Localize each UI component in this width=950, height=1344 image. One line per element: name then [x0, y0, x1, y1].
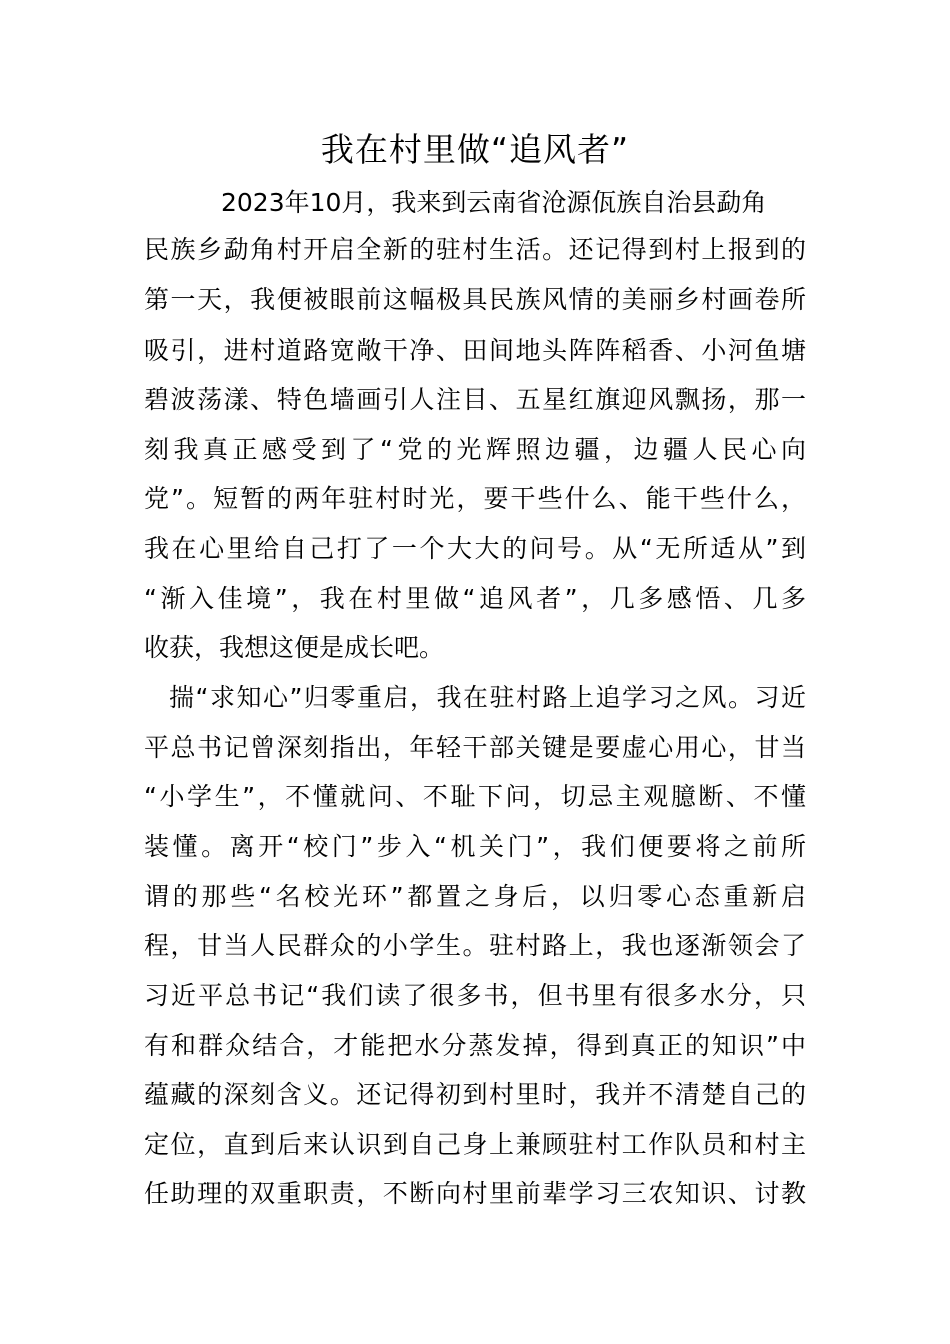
paragraph-line: 蕴藏的深刻含义。还记得初到村里时，我并不清楚自己的	[144, 1080, 806, 1109]
paragraph-line: 平总书记曾深刻指出，年轻干部关键是要虚心用心，甘当	[144, 733, 806, 762]
paragraph-line: 揣“求知心”归零重启，我在驻村路上追学习之风。习近	[169, 683, 806, 712]
paragraph-line: 碧波荡漾、特色墙画引人注目、五星红旗迎风飘扬，那一	[144, 385, 806, 414]
paragraph-line: 任助理的双重职责，不断向村里前辈学习三农知识、讨教	[144, 1179, 806, 1208]
paragraph-line: 民族乡勐角村开启全新的驻村生活。还记得到村上报到的	[144, 235, 806, 264]
paragraph-line: 习近平总书记“我们读了很多书，但书里有很多水分，只	[144, 981, 806, 1010]
paragraph-line: 收获，我想这便是成长吧。	[144, 633, 445, 662]
paragraph-line: “渐入佳境”，我在村里做“追风者”，几多感悟、几多	[144, 584, 806, 613]
paragraph-line: 定位，直到后来认识到自己身上兼顾驻村工作队员和村主	[144, 1130, 806, 1159]
paragraph-line: 2023年10月，我来到云南省沧源佤族自治县勐角	[221, 188, 767, 217]
paragraph-line: 第一天，我便被眼前这幅极具民族风情的美丽乡村画卷所	[144, 285, 806, 314]
paragraph-line: 有和群众结合，才能把水分蒸发掉，得到真正的知识”中	[144, 1031, 806, 1060]
paragraph-line: 装懂。离开“校门”步入“机关门”，我们便要将之前所	[144, 832, 806, 861]
document-title: 我在村里做“追风者”	[320, 130, 630, 169]
paragraph-line: 刻我真正感受到了“党的光辉照边疆，边疆人民心向	[144, 435, 806, 464]
paragraph-line: 党”。短暂的两年驻村时光，要干些什么、能干些什么，	[144, 484, 806, 513]
paragraph-line: 程，甘当人民群众的小学生。驻村路上，我也逐渐领会了	[144, 931, 806, 960]
paragraph-line: “小学生”，不懂就问、不耻下问，切忌主观臆断、不懂	[144, 782, 806, 811]
paragraph-line: 谓的那些“名校光环”都置之身后，以归零心态重新启	[144, 882, 806, 911]
paragraph-line: 我在心里给自己打了一个大大的问号。从“无所适从”到	[144, 534, 806, 563]
paragraph-line: 吸引，进村道路宽敞干净、田间地头阵阵稻香、小河鱼塘	[144, 336, 806, 365]
